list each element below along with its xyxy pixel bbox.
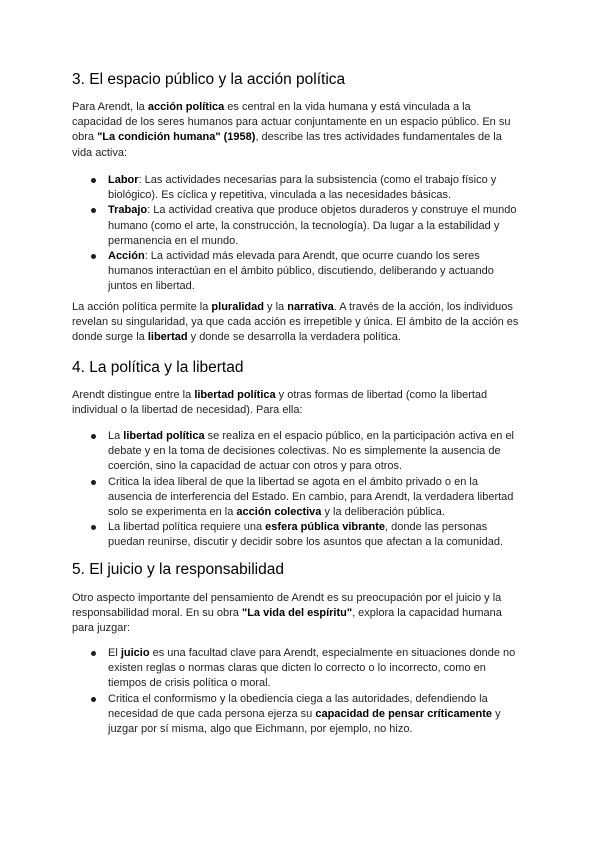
bold-term: Trabajo [108, 204, 148, 217]
text-line [108, 535, 534, 550]
text-run: responsabilidad moral. En su obra [72, 607, 242, 620]
text-run: coerción, sino la capacidad de actuar con otros y para otros. [108, 460, 403, 473]
text-line [72, 146, 534, 161]
text-line [72, 388, 534, 403]
text-line [108, 188, 534, 203]
bold-term: esfera pública vibrante [265, 521, 385, 534]
text-line [72, 315, 534, 330]
bold-term: Acción [108, 250, 145, 263]
text-run: y la deliberación pública. [321, 506, 445, 519]
text-line [108, 505, 534, 520]
text-run: individual o la libertad de necesidad). Para ella: [72, 404, 303, 417]
text-line [72, 330, 534, 345]
list-item [72, 203, 534, 249]
text-line [108, 219, 534, 234]
text-run: , donde las personas [385, 521, 488, 534]
paragraph [72, 100, 534, 161]
text-run: y donde se desarrolla la verdadera política. [187, 331, 401, 344]
text-line [108, 520, 534, 535]
text-line [108, 692, 534, 707]
text-run: La acción política permite la [72, 301, 212, 313]
text-run: El [108, 647, 121, 659]
bullet-list [72, 429, 534, 551]
bold-term: pluralidad [211, 301, 264, 313]
text-line [108, 722, 534, 737]
text-run: necesidad de que cada persona ejerza su [108, 707, 316, 720]
text-run: para juzgar: [72, 622, 131, 635]
text-line [72, 621, 534, 636]
text-line [108, 429, 534, 444]
text-line [108, 203, 534, 218]
bold-term: libertad [147, 331, 188, 344]
text-run: , describe las tres actividades fundamentales de la [255, 131, 502, 144]
bold-term: acción política [147, 101, 225, 113]
text-run: vida activa: [72, 146, 128, 159]
bullet-list [72, 173, 534, 295]
bold-term: Labor [108, 174, 139, 186]
text-line [108, 173, 534, 188]
list-item [72, 520, 534, 550]
text-run: ausencia de interferencia del Estado. En cambio, para Arendt, la verdadera libertad [108, 490, 514, 503]
text-run: . A través de la acción, los individuos [333, 301, 513, 313]
text-run: , explora la capacidad humana [352, 607, 502, 620]
text-run: revelan su singularidad, ya que cada acción es irrepetible y única. El ámbito de la acción es [72, 316, 519, 329]
text-line [72, 591, 534, 606]
text-run: : La actividad creativa que produce objetos duraderos y construye el mundo [147, 204, 517, 217]
bold-term: acción colectiva [236, 506, 322, 519]
text-run: humanos interactúan en el ámbito público, discutiendo, deliberando y actuando [108, 265, 494, 278]
bold-term: libertad política [123, 430, 205, 442]
text-line [108, 490, 534, 505]
text-line [108, 444, 534, 459]
text-line [72, 100, 534, 115]
text-line [108, 676, 534, 691]
bold-term: narrativa [287, 301, 334, 313]
text-run: es central en la vida humana y está vinculada a la [224, 101, 471, 113]
bold-term: "La vida del espíritu" [241, 607, 353, 620]
text-run: y otras formas de libertad (como la libertad [275, 389, 488, 401]
text-run: solo se experimenta en la [108, 506, 237, 519]
text-line [72, 403, 534, 418]
text-run: Para Arendt, la [72, 101, 148, 113]
section-heading: 4. La política y la libertad [72, 359, 244, 376]
bold-term: capacidad de pensar críticamente [315, 707, 493, 720]
bold-term: "La condición humana" (1958) [97, 131, 256, 144]
text-run: puedan reunirse, discutir y decidir sobre los asuntos que afectan a la comunidad. [108, 536, 504, 549]
text-run: Arendt distingue entre la [72, 389, 195, 401]
text-run: existen reglas o normas claras que dicten lo correcto o lo incorrecto, como en [108, 662, 486, 675]
text-run: biológico). Es cíclica y repetitiva, vinculada a las necesidades básicas. [108, 189, 452, 202]
text-run: capacidad de los seres humanos para actuar conjuntamente en un espacio público. En su [72, 116, 511, 129]
text-run: permanencia en el mundo. [108, 234, 239, 247]
text-run: Critica el conformismo y la obediencia ciega a las autoridades, defendiendo la [108, 692, 488, 705]
text-run: Critica la idea liberal de que la libertad se agota en el ámbito privado o en la [108, 475, 478, 488]
text-run: donde surge la [72, 331, 148, 344]
text-run: es una facultad clave para Arendt, especialmente en situaciones donde no [149, 647, 516, 659]
text-line [72, 130, 534, 145]
paragraph [72, 591, 534, 637]
list-item [72, 429, 534, 475]
text-run: obra [72, 131, 98, 144]
bold-term: juicio [120, 647, 150, 659]
text-line [108, 264, 534, 279]
text-line [72, 300, 534, 315]
text-run: Otro aspecto importante del pensamiento de Arendt es su preocupación por el juicio y la [72, 592, 502, 604]
section-heading: 3. El espacio público y la acción política [72, 71, 346, 88]
text-run: se realiza en el espacio público, en la participación activa en el [204, 430, 515, 442]
bullet-list [72, 646, 534, 737]
text-run: tiempos de crisis política o moral. [108, 677, 271, 690]
text-run: debate y en la toma de decisiones colectivas. No es simplemente la ausencia de [108, 445, 501, 458]
text-run: juntos en libertad. [108, 280, 195, 293]
list-item [72, 475, 534, 521]
text-run: : Las actividades necesarias para la subsistencia (como el trabajo físico y [138, 174, 497, 186]
text-line [72, 115, 534, 130]
text-line [108, 249, 534, 264]
text-run: y [492, 707, 501, 720]
text-line [108, 279, 534, 294]
list-item [72, 692, 534, 738]
text-line [72, 606, 534, 621]
text-run: humano (como el arte, la construcción, la tecnología). Da lugar a la estabilidad y [108, 219, 500, 232]
text-line [108, 234, 534, 249]
text-line [108, 646, 534, 661]
text-line [108, 707, 534, 722]
list-item [72, 173, 534, 203]
bold-term: libertad política [194, 389, 276, 401]
paragraph [72, 300, 534, 346]
text-line [108, 661, 534, 676]
section-heading: 5. El juicio y la responsabilidad [72, 561, 284, 578]
text-line [108, 475, 534, 490]
text-run: La [108, 430, 124, 442]
paragraph [72, 388, 534, 418]
list-item [72, 249, 534, 295]
text-run: La libertad política requiere una [108, 521, 266, 534]
text-run: : La actividad más elevada para Arendt, que ocurre cuando los seres [144, 250, 480, 263]
text-run: y la [263, 301, 288, 313]
text-run: juzgar por sí misma, algo que Eichmann, por ejemplo, no hizo. [108, 723, 413, 736]
list-item [72, 646, 534, 692]
text-line [108, 459, 534, 474]
